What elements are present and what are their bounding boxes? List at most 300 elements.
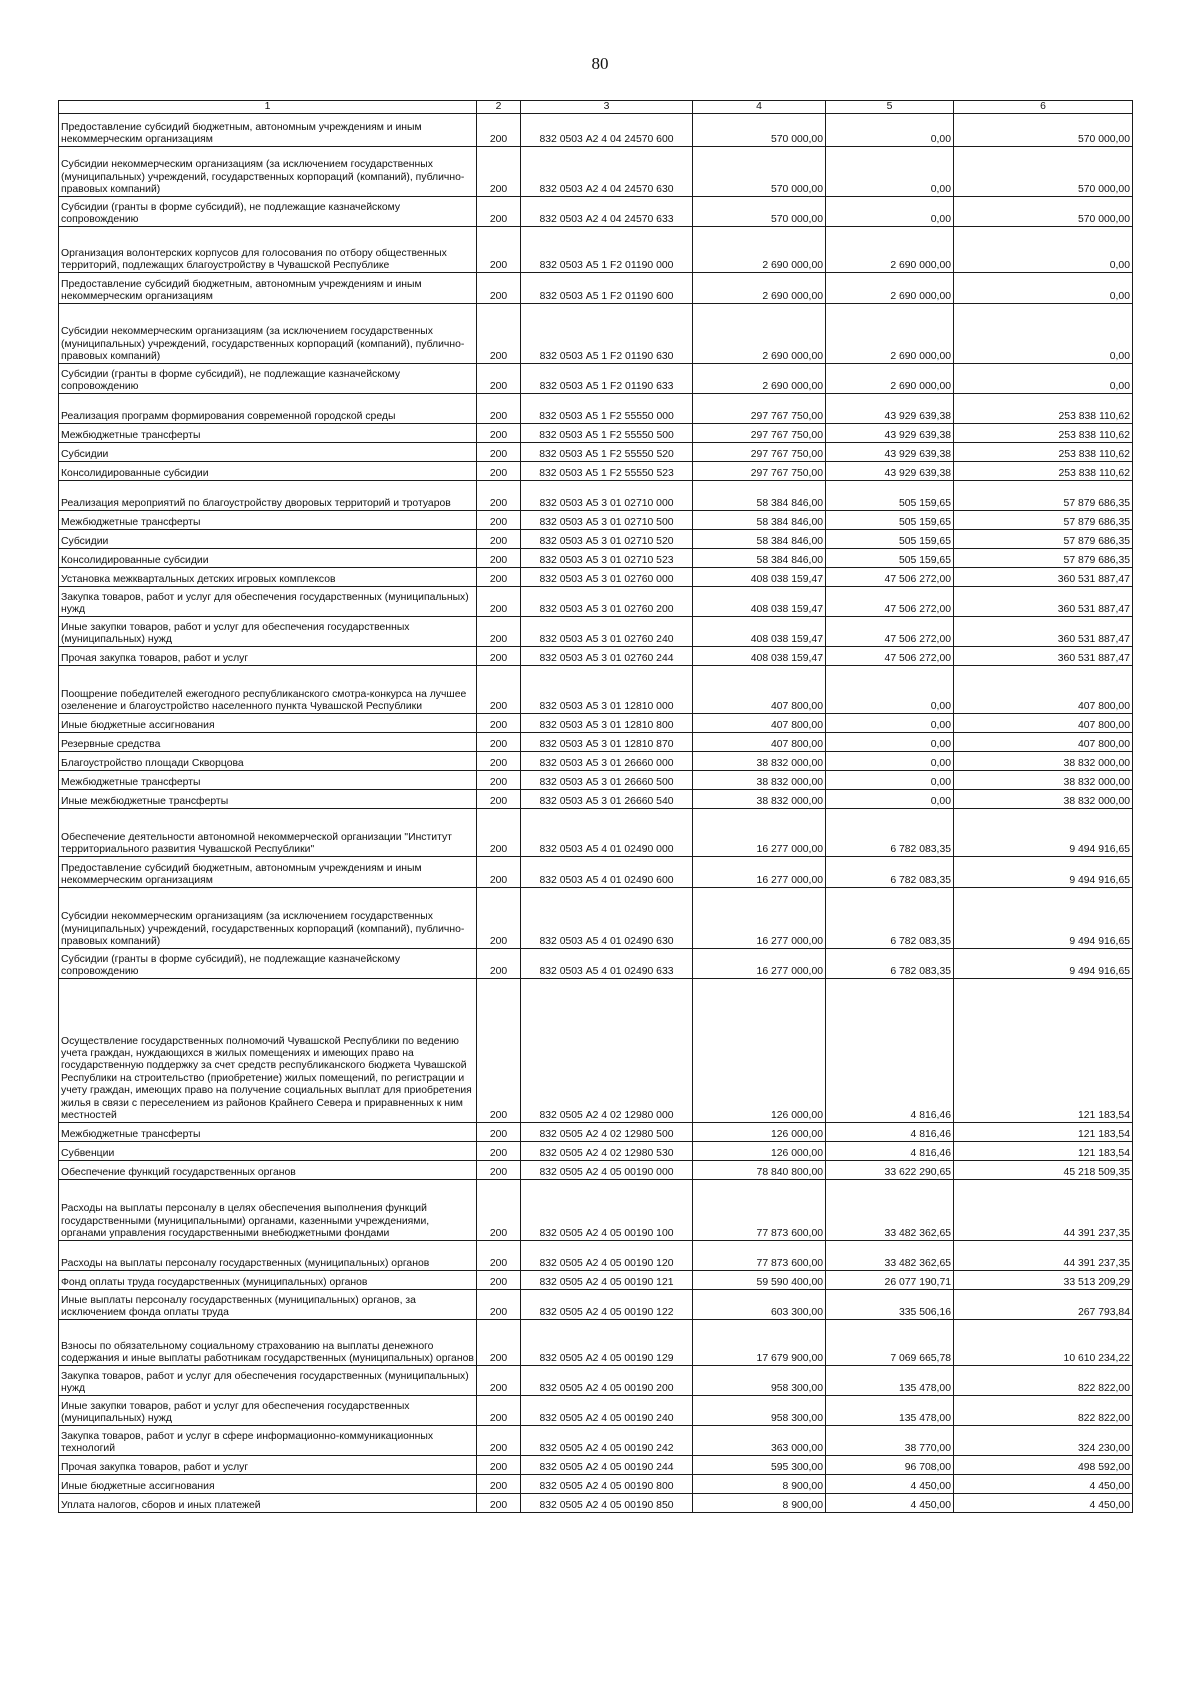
line-item-name: Предоставление субсидий бюджетным, автономным учреждениям и иным некоммерческим организациям [59, 857, 477, 888]
executed-amount: 505 159,65 [826, 481, 954, 511]
executed-amount: 4 816,46 [826, 1142, 954, 1161]
approved-amount: 16 277 000,00 [693, 857, 826, 888]
table-row [59, 647, 1133, 666]
approved-amount: 2 690 000,00 [693, 304, 826, 364]
executed-amount: 26 077 190,71 [826, 1271, 954, 1290]
budget-classification-code: 832 0505 А2 4 05 00190 240 [521, 1396, 693, 1426]
unexecuted-amount: 407 800,00 [954, 666, 1133, 714]
approved-amount: 59 590 400,00 [693, 1271, 826, 1290]
executed-amount: 47 506 272,00 [826, 617, 954, 647]
approved-amount: 78 840 800,00 [693, 1161, 826, 1180]
table-body [59, 114, 1133, 1513]
admin-code: 200 [477, 1320, 521, 1366]
budget-classification-code: 832 0505 А2 4 05 00190 120 [521, 1241, 693, 1271]
executed-amount: 4 816,46 [826, 979, 954, 1123]
budget-classification-code: 832 0505 А2 4 05 00190 200 [521, 1366, 693, 1396]
approved-amount: 958 300,00 [693, 1366, 826, 1396]
table-row [59, 1142, 1133, 1161]
unexecuted-amount: 4 450,00 [954, 1494, 1133, 1513]
admin-code: 200 [477, 1142, 521, 1161]
line-item-name: Организация волонтерских корпусов для голосования по отбору общественных территорий, подлежащих благоустройству в Чувашской Республике [59, 227, 477, 273]
executed-amount: 2 690 000,00 [826, 364, 954, 394]
table-row [59, 227, 1133, 273]
admin-code: 200 [477, 549, 521, 568]
approved-amount: 958 300,00 [693, 1396, 826, 1426]
approved-amount: 603 300,00 [693, 1290, 826, 1320]
table-row [59, 530, 1133, 549]
admin-code: 200 [477, 424, 521, 443]
unexecuted-amount: 121 183,54 [954, 1142, 1133, 1161]
unexecuted-amount: 10 610 234,22 [954, 1320, 1133, 1366]
executed-amount: 2 690 000,00 [826, 304, 954, 364]
table-row [59, 1241, 1133, 1271]
approved-amount: 297 767 750,00 [693, 462, 826, 481]
budget-classification-code: 832 0505 А2 4 05 00190 100 [521, 1180, 693, 1241]
admin-code: 200 [477, 511, 521, 530]
unexecuted-amount: 0,00 [954, 227, 1133, 273]
admin-code: 200 [477, 364, 521, 394]
line-item-name: Предоставление субсидий бюджетным, автономным учреждениям и иным некоммерческим организациям [59, 273, 477, 304]
budget-classification-code: 832 0505 А2 4 05 00190 242 [521, 1426, 693, 1456]
executed-amount: 2 690 000,00 [826, 273, 954, 304]
line-item-name: Фонд оплаты труда государственных (муниципальных) органов [59, 1271, 477, 1290]
approved-amount: 407 800,00 [693, 714, 826, 733]
budget-classification-code: 832 0505 А2 4 05 00190 800 [521, 1475, 693, 1494]
budget-classification-code: 832 0503 А5 1 F2 55550 523 [521, 462, 693, 481]
table-row [59, 752, 1133, 771]
line-item-name: Консолидированные субсидии [59, 462, 477, 481]
admin-code: 200 [477, 771, 521, 790]
unexecuted-amount: 407 800,00 [954, 714, 1133, 733]
table-row [59, 443, 1133, 462]
budget-classification-code: 832 0503 А5 3 01 12810 800 [521, 714, 693, 733]
budget-classification-code: 832 0503 А5 4 01 02490 000 [521, 809, 693, 857]
executed-amount: 43 929 639,38 [826, 443, 954, 462]
unexecuted-amount: 267 793,84 [954, 1290, 1133, 1320]
executed-amount: 135 478,00 [826, 1366, 954, 1396]
line-item-name: Поощрение победителей ежегодного республиканского смотра-конкурса на лучшее озеленение и благоустройство населенного пункта Чувашской Республики [59, 666, 477, 714]
table-row [59, 1456, 1133, 1475]
admin-code: 200 [477, 733, 521, 752]
line-item-name: Субсидии [59, 530, 477, 549]
budget-classification-code: 832 0503 А5 1 F2 55550 500 [521, 424, 693, 443]
table-row [59, 714, 1133, 733]
unexecuted-amount: 121 183,54 [954, 1123, 1133, 1142]
line-item-name: Осуществление государственных полномочий Чувашской Республики по ведению учета граждан, нуждающихся в жилых помещениях и имеющих право на государственную поддержку за счет средств республиканского бюджета Чувашской Республики на строительство (приобретение) жилых помещений, по регистрации и учету граждан, имеющих право на получение социальных выплат для приобретения жилья в связи с переселением из районов Крайнего Севера и приравненных к ним местностей [59, 979, 477, 1123]
line-item-name: Прочая закупка товаров, работ и услуг [59, 1456, 477, 1475]
admin-code: 200 [477, 304, 521, 364]
admin-code: 200 [477, 443, 521, 462]
admin-code: 200 [477, 1494, 521, 1513]
table-row [59, 1366, 1133, 1396]
unexecuted-amount: 822 822,00 [954, 1396, 1133, 1426]
unexecuted-amount: 570 000,00 [954, 197, 1133, 227]
executed-amount: 0,00 [826, 666, 954, 714]
approved-amount: 38 832 000,00 [693, 790, 826, 809]
budget-classification-code: 832 0505 А2 4 02 12980 530 [521, 1142, 693, 1161]
unexecuted-amount: 253 838 110,62 [954, 424, 1133, 443]
executed-amount: 47 506 272,00 [826, 568, 954, 587]
table-row [59, 304, 1133, 364]
executed-amount: 135 478,00 [826, 1396, 954, 1426]
line-item-name: Субсидии некоммерческим организациям (за исключением государственных (муниципальных) учреждений, государственных корпораций (компаний), публично-правовых компаний) [59, 888, 477, 949]
line-item-name: Иные закупки товаров, работ и услуг для обеспечения государственных (муниципальных) нужд [59, 617, 477, 647]
executed-amount: 6 782 083,35 [826, 888, 954, 949]
approved-amount: 16 277 000,00 [693, 949, 826, 979]
unexecuted-amount: 360 531 887,47 [954, 617, 1133, 647]
line-item-name: Благоустройство площади Скворцова [59, 752, 477, 771]
admin-code: 200 [477, 114, 521, 147]
table-row [59, 1180, 1133, 1241]
line-item-name: Закупка товаров, работ и услуг для обеспечения государственных (муниципальных) нужд [59, 1366, 477, 1396]
admin-code: 200 [477, 666, 521, 714]
line-item-name: Уплата налогов, сборов и иных платежей [59, 1494, 477, 1513]
budget-classification-code: 832 0503 А5 3 01 12810 870 [521, 733, 693, 752]
budget-classification-code: 832 0505 А2 4 05 00190 244 [521, 1456, 693, 1475]
executed-amount: 33 622 290,65 [826, 1161, 954, 1180]
executed-amount: 505 159,65 [826, 511, 954, 530]
line-item-name: Межбюджетные трансферты [59, 1123, 477, 1142]
approved-amount: 297 767 750,00 [693, 424, 826, 443]
unexecuted-amount: 324 230,00 [954, 1426, 1133, 1456]
executed-amount: 43 929 639,38 [826, 462, 954, 481]
unexecuted-amount: 498 592,00 [954, 1456, 1133, 1475]
budget-classification-code: 832 0503 А5 1 F2 55550 520 [521, 443, 693, 462]
executed-amount: 4 450,00 [826, 1475, 954, 1494]
line-item-name: Субсидии некоммерческим организациям (за исключением государственных (муниципальных) учреждений, государственных корпораций (компаний), публично-правовых компаний) [59, 147, 477, 197]
line-item-name: Резервные средства [59, 733, 477, 752]
budget-classification-code: 832 0503 А5 3 01 02710 523 [521, 549, 693, 568]
budget-classification-code: 832 0505 А2 4 02 12980 000 [521, 979, 693, 1123]
line-item-name: Иные выплаты персоналу государственных (муниципальных) органов, за исключением фонда оплаты труда [59, 1290, 477, 1320]
budget-classification-code: 832 0503 А2 4 04 24570 633 [521, 197, 693, 227]
table-row [59, 949, 1133, 979]
executed-amount: 7 069 665,78 [826, 1320, 954, 1366]
admin-code: 200 [477, 949, 521, 979]
admin-code: 200 [477, 1271, 521, 1290]
executed-amount: 0,00 [826, 197, 954, 227]
budget-classification-code: 832 0505 А2 4 05 00190 850 [521, 1494, 693, 1513]
column-header: 5 [826, 101, 954, 114]
approved-amount: 126 000,00 [693, 1123, 826, 1142]
table-row [59, 273, 1133, 304]
executed-amount: 2 690 000,00 [826, 227, 954, 273]
table-row [59, 1494, 1133, 1513]
unexecuted-amount: 38 832 000,00 [954, 771, 1133, 790]
budget-classification-code: 832 0503 А5 3 01 02760 244 [521, 647, 693, 666]
budget-execution-table [58, 100, 1133, 1513]
unexecuted-amount: 0,00 [954, 304, 1133, 364]
line-item-name: Субсидии (гранты в форме субсидий), не подлежащие казначейскому сопровождению [59, 197, 477, 227]
line-item-name: Субсидии некоммерческим организациям (за исключением государственных (муниципальных) учреждений, государственных корпораций (компаний), публично-правовых компаний) [59, 304, 477, 364]
line-item-name: Иные бюджетные ассигнования [59, 1475, 477, 1494]
admin-code: 200 [477, 857, 521, 888]
approved-amount: 570 000,00 [693, 147, 826, 197]
table-row [59, 790, 1133, 809]
admin-code: 200 [477, 1241, 521, 1271]
line-item-name: Прочая закупка товаров, работ и услуг [59, 647, 477, 666]
line-item-name: Закупка товаров, работ и услуг для обеспечения государственных (муниципальных) нужд [59, 587, 477, 617]
executed-amount: 0,00 [826, 114, 954, 147]
executed-amount: 6 782 083,35 [826, 857, 954, 888]
executed-amount: 4 450,00 [826, 1494, 954, 1513]
admin-code: 200 [477, 809, 521, 857]
table-row [59, 511, 1133, 530]
admin-code: 200 [477, 394, 521, 424]
budget-classification-code: 832 0503 А5 4 01 02490 633 [521, 949, 693, 979]
admin-code: 200 [477, 147, 521, 197]
unexecuted-amount: 4 450,00 [954, 1475, 1133, 1494]
approved-amount: 8 900,00 [693, 1475, 826, 1494]
unexecuted-amount: 0,00 [954, 364, 1133, 394]
budget-classification-code: 832 0503 А5 4 01 02490 600 [521, 857, 693, 888]
admin-code: 200 [477, 481, 521, 511]
unexecuted-amount: 822 822,00 [954, 1366, 1133, 1396]
table-row [59, 364, 1133, 394]
approved-amount: 38 832 000,00 [693, 771, 826, 790]
admin-code: 200 [477, 1396, 521, 1426]
table-row [59, 771, 1133, 790]
approved-amount: 363 000,00 [693, 1426, 826, 1456]
admin-code: 200 [477, 752, 521, 771]
approved-amount: 58 384 846,00 [693, 530, 826, 549]
table-row [59, 1426, 1133, 1456]
unexecuted-amount: 57 879 686,35 [954, 530, 1133, 549]
approved-amount: 570 000,00 [693, 114, 826, 147]
column-header: 4 [693, 101, 826, 114]
table-row [59, 888, 1133, 949]
unexecuted-amount: 253 838 110,62 [954, 394, 1133, 424]
approved-amount: 2 690 000,00 [693, 273, 826, 304]
line-item-name: Иные бюджетные ассигнования [59, 714, 477, 733]
executed-amount: 0,00 [826, 147, 954, 197]
line-item-name: Межбюджетные трансферты [59, 771, 477, 790]
table-row [59, 666, 1133, 714]
admin-code: 200 [477, 1180, 521, 1241]
admin-code: 200 [477, 1426, 521, 1456]
unexecuted-amount: 57 879 686,35 [954, 481, 1133, 511]
budget-classification-code: 832 0505 А2 4 05 00190 129 [521, 1320, 693, 1366]
line-item-name: Обеспечение деятельности автономной некоммерческой организации "Институт территориального развития Чувашской Республики" [59, 809, 477, 857]
unexecuted-amount: 9 494 916,65 [954, 809, 1133, 857]
approved-amount: 16 277 000,00 [693, 888, 826, 949]
table-row [59, 587, 1133, 617]
admin-code: 200 [477, 714, 521, 733]
admin-code: 200 [477, 617, 521, 647]
line-item-name: Расходы на выплаты персоналу государственных (муниципальных) органов [59, 1241, 477, 1271]
budget-classification-code: 832 0503 А5 3 01 26660 000 [521, 752, 693, 771]
executed-amount: 505 159,65 [826, 549, 954, 568]
unexecuted-amount: 360 531 887,47 [954, 587, 1133, 617]
approved-amount: 297 767 750,00 [693, 394, 826, 424]
executed-amount: 43 929 639,38 [826, 424, 954, 443]
unexecuted-amount: 570 000,00 [954, 147, 1133, 197]
line-item-name: Установка межквартальных детских игровых комплексов [59, 568, 477, 587]
approved-amount: 595 300,00 [693, 1456, 826, 1475]
table-row [59, 462, 1133, 481]
unexecuted-amount: 360 531 887,47 [954, 568, 1133, 587]
admin-code: 200 [477, 1456, 521, 1475]
table-row [59, 424, 1133, 443]
line-item-name: Иные закупки товаров, работ и услуг для обеспечения государственных (муниципальных) нужд [59, 1396, 477, 1426]
admin-code: 200 [477, 1290, 521, 1320]
executed-amount: 33 482 362,65 [826, 1241, 954, 1271]
table-row [59, 147, 1133, 197]
table-row [59, 197, 1133, 227]
executed-amount: 505 159,65 [826, 530, 954, 549]
table-row [59, 1161, 1133, 1180]
line-item-name: Расходы на выплаты персоналу в целях обеспечения выполнения функций государственными (муниципальными) органами, казенными учреждениями, органами управления государственными внебюджетными фондами [59, 1180, 477, 1241]
approved-amount: 570 000,00 [693, 197, 826, 227]
unexecuted-amount: 57 879 686,35 [954, 549, 1133, 568]
column-header: 3 [521, 101, 693, 114]
unexecuted-amount: 0,00 [954, 273, 1133, 304]
unexecuted-amount: 57 879 686,35 [954, 511, 1133, 530]
page-number: 80 [591, 54, 609, 73]
unexecuted-amount: 44 391 237,35 [954, 1180, 1133, 1241]
line-item-name: Обеспечение функций государственных органов [59, 1161, 477, 1180]
unexecuted-amount: 407 800,00 [954, 733, 1133, 752]
line-item-name: Консолидированные субсидии [59, 549, 477, 568]
approved-amount: 58 384 846,00 [693, 549, 826, 568]
approved-amount: 77 873 600,00 [693, 1241, 826, 1271]
admin-code: 200 [477, 647, 521, 666]
table-row [59, 857, 1133, 888]
column-header: 1 [59, 101, 477, 114]
table-row [59, 1290, 1133, 1320]
line-item-name: Субсидии [59, 443, 477, 462]
unexecuted-amount: 121 183,54 [954, 979, 1133, 1123]
table-row [59, 549, 1133, 568]
line-item-name: Иные межбюджетные трансферты [59, 790, 477, 809]
admin-code: 200 [477, 587, 521, 617]
approved-amount: 58 384 846,00 [693, 511, 826, 530]
budget-classification-code: 832 0503 А5 3 01 26660 540 [521, 790, 693, 809]
table-row [59, 809, 1133, 857]
table-row [59, 481, 1133, 511]
approved-amount: 77 873 600,00 [693, 1180, 826, 1241]
admin-code: 200 [477, 1475, 521, 1494]
budget-classification-code: 832 0503 А5 4 01 02490 630 [521, 888, 693, 949]
budget-classification-code: 832 0503 А5 3 01 02710 000 [521, 481, 693, 511]
executed-amount: 47 506 272,00 [826, 587, 954, 617]
table-row [59, 114, 1133, 147]
line-item-name: Реализация программ формирования современной городской среды [59, 394, 477, 424]
line-item-name: Реализация мероприятий по благоустройству дворовых территорий и тротуаров [59, 481, 477, 511]
column-header: 6 [954, 101, 1133, 114]
executed-amount: 4 816,46 [826, 1123, 954, 1142]
admin-code: 200 [477, 888, 521, 949]
executed-amount: 38 770,00 [826, 1426, 954, 1456]
budget-classification-code: 832 0503 А5 3 01 12810 000 [521, 666, 693, 714]
budget-classification-code: 832 0503 А5 1 F2 01190 600 [521, 273, 693, 304]
budget-classification-code: 832 0503 А5 1 F2 55550 000 [521, 394, 693, 424]
approved-amount: 17 679 900,00 [693, 1320, 826, 1366]
budget-classification-code: 832 0503 А2 4 04 24570 600 [521, 114, 693, 147]
budget-classification-code: 832 0503 А5 3 01 02760 200 [521, 587, 693, 617]
unexecuted-amount: 253 838 110,62 [954, 462, 1133, 481]
unexecuted-amount: 9 494 916,65 [954, 857, 1133, 888]
approved-amount: 16 277 000,00 [693, 809, 826, 857]
unexecuted-amount: 45 218 509,35 [954, 1161, 1133, 1180]
unexecuted-amount: 38 832 000,00 [954, 790, 1133, 809]
admin-code: 200 [477, 568, 521, 587]
table-row [59, 617, 1133, 647]
executed-amount: 0,00 [826, 790, 954, 809]
line-item-name: Предоставление субсидий бюджетным, автономным учреждениям и иным некоммерческим организациям [59, 114, 477, 147]
column-header: 2 [477, 101, 521, 114]
approved-amount: 8 900,00 [693, 1494, 826, 1513]
executed-amount: 33 482 362,65 [826, 1180, 954, 1241]
admin-code: 200 [477, 1161, 521, 1180]
table-row [59, 1271, 1133, 1290]
admin-code: 200 [477, 790, 521, 809]
budget-classification-code: 832 0503 А5 1 F2 01190 630 [521, 304, 693, 364]
table-row [59, 1123, 1133, 1142]
line-item-name: Межбюджетные трансферты [59, 424, 477, 443]
unexecuted-amount: 570 000,00 [954, 114, 1133, 147]
executed-amount: 6 782 083,35 [826, 949, 954, 979]
line-item-name: Субсидии (гранты в форме субсидий), не подлежащие казначейскому сопровождению [59, 949, 477, 979]
table-row [59, 394, 1133, 424]
budget-classification-code: 832 0503 А5 3 01 02760 000 [521, 568, 693, 587]
table-row [59, 979, 1133, 1123]
executed-amount: 0,00 [826, 714, 954, 733]
budget-classification-code: 832 0503 А5 3 01 02710 520 [521, 530, 693, 549]
budget-classification-code: 832 0505 А2 4 05 00190 121 [521, 1271, 693, 1290]
line-item-name: Закупка товаров, работ и услуг в сфере информационно-коммуникационных технологий [59, 1426, 477, 1456]
admin-code: 200 [477, 462, 521, 481]
unexecuted-amount: 38 832 000,00 [954, 752, 1133, 771]
approved-amount: 2 690 000,00 [693, 227, 826, 273]
column-number-row [59, 101, 1133, 114]
executed-amount: 6 782 083,35 [826, 809, 954, 857]
approved-amount: 407 800,00 [693, 733, 826, 752]
unexecuted-amount: 33 513 209,29 [954, 1271, 1133, 1290]
budget-classification-code: 832 0503 А5 1 F2 01190 000 [521, 227, 693, 273]
table-row [59, 1396, 1133, 1426]
approved-amount: 408 038 159,47 [693, 647, 826, 666]
table-row [59, 1320, 1133, 1366]
budget-classification-code: 832 0505 А2 4 02 12980 500 [521, 1123, 693, 1142]
admin-code: 200 [477, 1123, 521, 1142]
executed-amount: 0,00 [826, 733, 954, 752]
approved-amount: 297 767 750,00 [693, 443, 826, 462]
line-item-name: Субсидии (гранты в форме субсидий), не подлежащие казначейскому сопровождению [59, 364, 477, 394]
admin-code: 200 [477, 1366, 521, 1396]
approved-amount: 408 038 159,47 [693, 617, 826, 647]
table-row [59, 1475, 1133, 1494]
approved-amount: 408 038 159,47 [693, 568, 826, 587]
budget-classification-code: 832 0503 А5 3 01 02760 240 [521, 617, 693, 647]
admin-code: 200 [477, 227, 521, 273]
admin-code: 200 [477, 197, 521, 227]
executed-amount: 47 506 272,00 [826, 647, 954, 666]
approved-amount: 2 690 000,00 [693, 364, 826, 394]
approved-amount: 408 038 159,47 [693, 587, 826, 617]
approved-amount: 126 000,00 [693, 979, 826, 1123]
unexecuted-amount: 253 838 110,62 [954, 443, 1133, 462]
budget-classification-code: 832 0503 А5 1 F2 01190 633 [521, 364, 693, 394]
budget-classification-code: 832 0503 А5 3 01 02710 500 [521, 511, 693, 530]
executed-amount: 43 929 639,38 [826, 394, 954, 424]
unexecuted-amount: 360 531 887,47 [954, 647, 1133, 666]
executed-amount: 0,00 [826, 752, 954, 771]
line-item-name: Субвенции [59, 1142, 477, 1161]
table-row [59, 733, 1133, 752]
admin-code: 200 [477, 530, 521, 549]
approved-amount: 407 800,00 [693, 666, 826, 714]
